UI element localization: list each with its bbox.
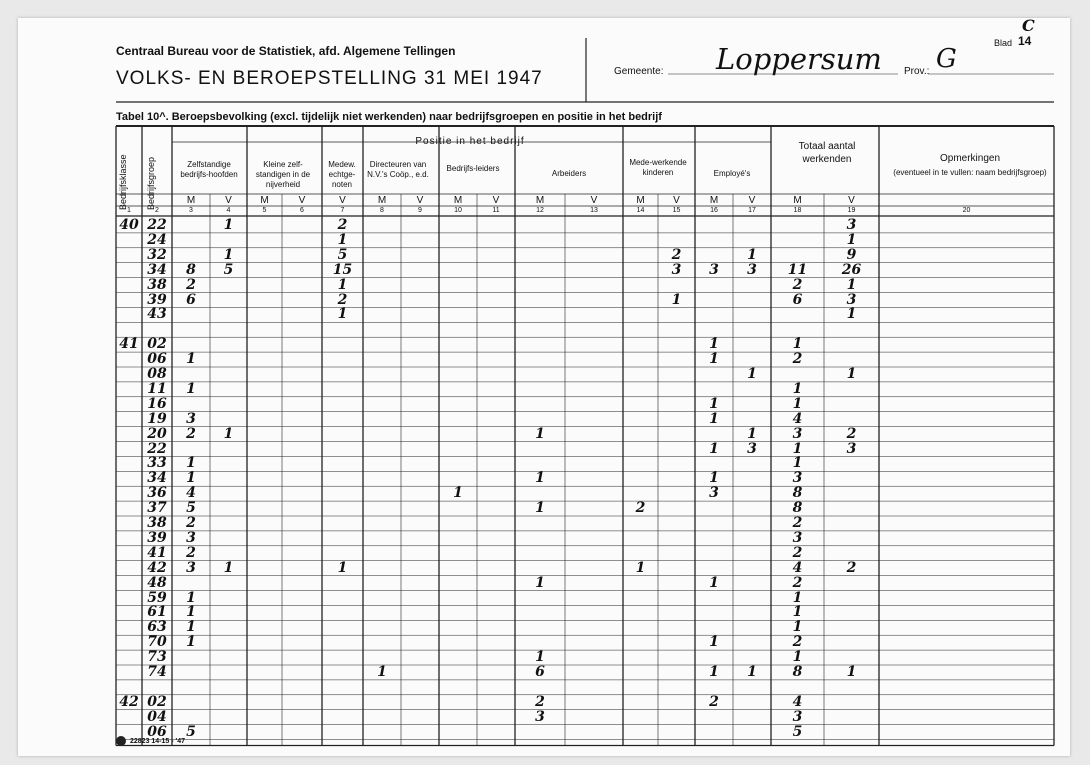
column-number: 4 (226, 207, 231, 214)
value-cell: 1 (709, 410, 719, 427)
value-cell: 4 (792, 410, 803, 427)
mv-label: M (186, 195, 196, 206)
column-number: 16 (710, 207, 718, 214)
bedrijfsgroep-cell: 06 (147, 723, 167, 740)
gemeente-label: Gemeente: (614, 66, 664, 77)
value-cell: 11 (787, 261, 808, 278)
value-cell: 26 (841, 261, 862, 278)
column-number: 17 (748, 207, 756, 214)
mv-label: M (709, 195, 719, 206)
mv-label: V (416, 195, 424, 206)
value-cell: 1 (709, 395, 719, 412)
bedrijfsgroep-cell: 33 (147, 455, 167, 472)
value-cell: 3 (709, 485, 719, 502)
value-cell: 3 (747, 440, 757, 457)
value-cell: 3 (792, 470, 803, 487)
column-number: 5 (262, 207, 267, 214)
col-directeuren: Directeuren van N.V.'s Coöp., e.d. (367, 160, 429, 179)
blad-label: Blad (994, 38, 1013, 48)
value-cell: 3 (186, 559, 196, 576)
bedrijfsgroep-cell: 32 (147, 246, 167, 263)
value-cell: 2 (846, 425, 857, 442)
bedrijfsgroep-cell: 22 (147, 217, 167, 233)
census-form-sheet (18, 18, 1070, 756)
mv-label: V (748, 195, 756, 206)
bedrijfsklasse-cell: 40 (119, 217, 139, 233)
mv-label: V (848, 195, 855, 206)
column-number: 10 (454, 207, 462, 214)
footer-code-wrap (116, 736, 185, 746)
value-cell: 2 (792, 351, 803, 368)
value-cell: 3 (846, 440, 857, 457)
value-cell: 1 (671, 291, 682, 308)
value-cell: 2 (635, 500, 646, 517)
bedrijfsgroep-cell: 59 (147, 589, 167, 606)
bedrijfsgroep-cell: 34 (147, 261, 167, 278)
bedrijfsgroep-cell: 39 (147, 529, 167, 546)
value-cell: 1 (535, 500, 545, 517)
footer-code: 22823 14-15 - '47 (130, 737, 185, 745)
value-cell: 1 (709, 574, 719, 591)
bedrijfsgroep-cell: 74 (147, 664, 167, 680)
bedrijfsklasse-cell: 41 (119, 336, 139, 353)
value-cell: 9 (846, 246, 857, 263)
bedrijfsgroep-cell: 42 (147, 559, 167, 576)
value-cell: 1 (846, 306, 857, 323)
value-cell: 1 (709, 440, 719, 457)
value-cell: 4 (792, 693, 803, 710)
mv-label: V (590, 195, 598, 206)
bedrijfsgroep-cell: 24 (147, 231, 167, 248)
value-cell: 1 (535, 470, 545, 487)
value-cell: 2 (792, 544, 803, 561)
value-cell: 1 (709, 634, 719, 651)
mv-label: M (535, 195, 545, 206)
value-cell: 1 (709, 336, 719, 353)
value-cell: 1 (535, 649, 545, 666)
bedrijfsgroep-cell: 73 (147, 649, 167, 666)
mv-label: V (492, 195, 500, 206)
column-number: 9 (418, 207, 422, 214)
mv-label: M (636, 195, 645, 206)
value-cell: 6 (186, 291, 196, 308)
column-number: 14 (636, 207, 645, 214)
col-kleine-zelfstandigen: Kleine zelf-standigen in de nijverheid (255, 160, 311, 189)
bedrijfsgroep-cell: 38 (147, 515, 167, 531)
bedrijfsgroep-cell: 37 (147, 500, 167, 517)
value-cell: 1 (337, 231, 348, 248)
value-cell: 2 (846, 559, 857, 576)
value-cell: 1 (792, 604, 803, 621)
value-cell: 3 (186, 529, 196, 546)
column-number: 18 (793, 207, 802, 214)
value-cell: 1 (747, 366, 757, 382)
col-zelfstandige: Zelfstandige bedrijfs-hoofden (180, 160, 238, 179)
value-cell: 1 (792, 649, 803, 666)
value-cell: 5 (186, 500, 196, 517)
value-cell: 2 (186, 515, 196, 531)
mv-label: M (260, 195, 269, 206)
column-number: 7 (340, 207, 345, 214)
value-cell: 1 (709, 470, 719, 487)
column-number: 11 (492, 207, 500, 214)
value-cell: 1 (792, 619, 803, 636)
value-cell: 2 (186, 425, 196, 442)
value-cell: 4 (186, 485, 196, 502)
col-bedrijfsleiders: Bedrijfs-leiders (446, 164, 500, 173)
bedrijfsgroep-cell: 36 (147, 485, 167, 502)
value-cell: 1 (337, 306, 348, 323)
value-cell: 3 (535, 708, 545, 725)
value-cell: 8 (792, 485, 803, 502)
logo-icon (116, 736, 126, 746)
value-cell: 3 (792, 708, 803, 725)
value-cell: 1 (846, 276, 857, 293)
col-bedrijfsklasse: Bedrijfsklasse (118, 154, 128, 210)
value-cell: 2 (792, 634, 803, 651)
value-cell: 2 (186, 544, 196, 561)
value-cell: 2 (792, 515, 803, 531)
col-medewerkende-kinderen: Mede-werkende kinderen (629, 158, 687, 177)
value-cell: 1 (453, 485, 463, 502)
column-number: 8 (380, 207, 384, 214)
bedrijfsgroep-cell: 04 (147, 708, 167, 725)
column-number: 15 (672, 207, 681, 214)
value-cell: 5 (792, 723, 803, 740)
value-cell: 1 (846, 366, 857, 382)
value-cell: 1 (535, 574, 545, 591)
value-cell: 1 (792, 336, 803, 353)
value-cell: 6 (792, 291, 803, 308)
value-cell: 1 (186, 455, 196, 472)
column-number: 6 (300, 207, 304, 214)
value-cell: 1 (337, 276, 348, 293)
value-cell: 1 (223, 217, 234, 233)
value-cell: 3 (792, 425, 803, 442)
column-number: 12 (536, 207, 544, 214)
column-number: 1 (127, 207, 131, 214)
value-cell: 2 (535, 693, 545, 710)
col-totaal: Totaal aantal werkenden (798, 141, 856, 165)
col-positie: Positie in het bedrijf (415, 136, 525, 147)
value-cell: 1 (846, 664, 857, 680)
value-cell: 1 (186, 604, 196, 621)
prov-value: G (936, 44, 957, 74)
value-cell: 1 (223, 246, 234, 263)
blad-value: 14 (1018, 34, 1032, 48)
value-cell: 1 (792, 589, 803, 606)
value-cell: 6 (535, 664, 545, 680)
value-cell: 2 (792, 574, 803, 591)
bedrijfsgroep-cell: 41 (147, 544, 167, 561)
value-cell: 1 (792, 395, 803, 412)
bedrijfsgroep-cell: 02 (147, 693, 167, 710)
value-cell: 1 (792, 455, 803, 472)
value-cell: 3 (186, 410, 196, 427)
bedrijfsgroep-cell: 38 (147, 276, 167, 293)
value-cell: 1 (186, 470, 196, 487)
col-opmerkingen: Opmerkingen (939, 153, 1001, 164)
value-cell: 8 (792, 664, 803, 680)
value-cell: 4 (792, 559, 803, 576)
value-cell: 5 (223, 261, 234, 278)
value-cell: 1 (535, 425, 545, 442)
value-cell: 1 (747, 664, 757, 680)
value-cell: 5 (337, 246, 348, 263)
blad-note: C (1022, 16, 1035, 35)
column-number: 13 (590, 207, 598, 214)
mv-label: V (673, 195, 680, 206)
value-cell: 15 (332, 261, 353, 278)
bedrijfsgroep-cell: 16 (147, 395, 167, 412)
value-cell: 3 (671, 261, 682, 278)
bedrijfsgroep-cell: 70 (147, 634, 167, 651)
column-number: 2 (155, 207, 159, 214)
bedrijfsgroep-cell: 20 (147, 425, 167, 442)
value-cell: 2 (337, 291, 348, 308)
value-cell: 1 (186, 619, 196, 636)
value-cell: 1 (223, 559, 234, 576)
bedrijfsgroep-cell: 08 (147, 366, 167, 382)
value-cell: 3 (747, 261, 757, 278)
mv-label: V (339, 195, 346, 206)
value-cell: 3 (792, 529, 803, 546)
bedrijfsgroep-cell: 34 (147, 470, 167, 487)
bedrijfsgroep-cell: 02 (147, 336, 167, 353)
mv-label: M (377, 195, 387, 206)
value-cell: 1 (792, 440, 803, 457)
value-cell: 1 (186, 380, 196, 397)
value-cell: 2 (709, 693, 719, 710)
mv-label: M (793, 195, 802, 206)
value-cell: 1 (792, 380, 803, 397)
bedrijfsgroep-cell: 22 (147, 440, 167, 457)
value-cell: 2 (792, 276, 803, 293)
value-cell: 3 (846, 291, 857, 308)
column-number: 20 (962, 207, 971, 214)
value-cell: 1 (635, 559, 646, 576)
gemeente-value: Loppersum (716, 42, 882, 76)
bedrijfsgroep-cell: 39 (147, 291, 167, 308)
prov-label: Prov.: (904, 66, 930, 77)
value-cell: 1 (337, 559, 348, 576)
value-cell: 2 (671, 246, 682, 263)
value-cell: 1 (747, 425, 757, 442)
value-cell: 1 (709, 664, 719, 680)
column-number: 19 (847, 207, 856, 214)
bedrijfsklasse-cell: 42 (119, 693, 139, 710)
col-arbeiders: Arbeiders (551, 169, 587, 178)
value-cell: 2 (186, 276, 196, 293)
bedrijfsgroep-cell: 11 (147, 380, 167, 397)
col-medew-echtgenoten: Medew. echtge-noten (328, 160, 356, 189)
value-cell: 1 (709, 351, 719, 368)
value-cell: 1 (186, 351, 196, 368)
value-cell: 8 (186, 261, 196, 278)
value-cell: 3 (846, 217, 857, 233)
bedrijfsgroep-cell: 61 (147, 604, 167, 621)
col-employes: Employé's (713, 169, 751, 178)
mv-label: V (298, 195, 306, 206)
bedrijfsgroep-cell: 48 (147, 574, 167, 591)
value-cell: 8 (792, 500, 803, 517)
value-cell: 1 (747, 246, 757, 263)
value-cell: 1 (846, 231, 857, 248)
column-number: 3 (189, 207, 193, 214)
col-bedrijfsgroep: Bedrijfsgroep (146, 156, 156, 210)
value-cell: 2 (337, 217, 348, 233)
census-title: VOLKS- EN BEROEPSTELLING 31 MEI 1947 (116, 68, 543, 89)
bedrijfsgroep-cell: 43 (147, 306, 167, 323)
value-cell: 5 (186, 723, 196, 740)
value-cell: 3 (709, 261, 719, 278)
table-title: Tabel 10^. Beroepsbevolking (excl. tijdelijk niet werkenden) naar bedrijfsgroepen en positie in het bedrijf (116, 111, 662, 123)
value-cell: 1 (223, 425, 234, 442)
value-cell: 1 (186, 589, 196, 606)
bedrijfsgroep-cell: 63 (147, 619, 167, 636)
bedrijfsgroep-cell: 19 (147, 410, 167, 427)
bedrijfsgroep-cell: 06 (147, 351, 167, 368)
mv-label: V (225, 195, 232, 206)
bureau-name: Centraal Bureau voor de Statistiek, afd. Algemene Tellingen (116, 44, 456, 58)
value-cell: 1 (377, 664, 387, 680)
table-grid (18, 18, 1070, 756)
col-opmerkingen-sub: (eventueel in te vullen: naam bedrijfsgroep) (893, 168, 1047, 177)
mv-label: M (453, 195, 463, 206)
value-cell: 1 (186, 634, 196, 651)
